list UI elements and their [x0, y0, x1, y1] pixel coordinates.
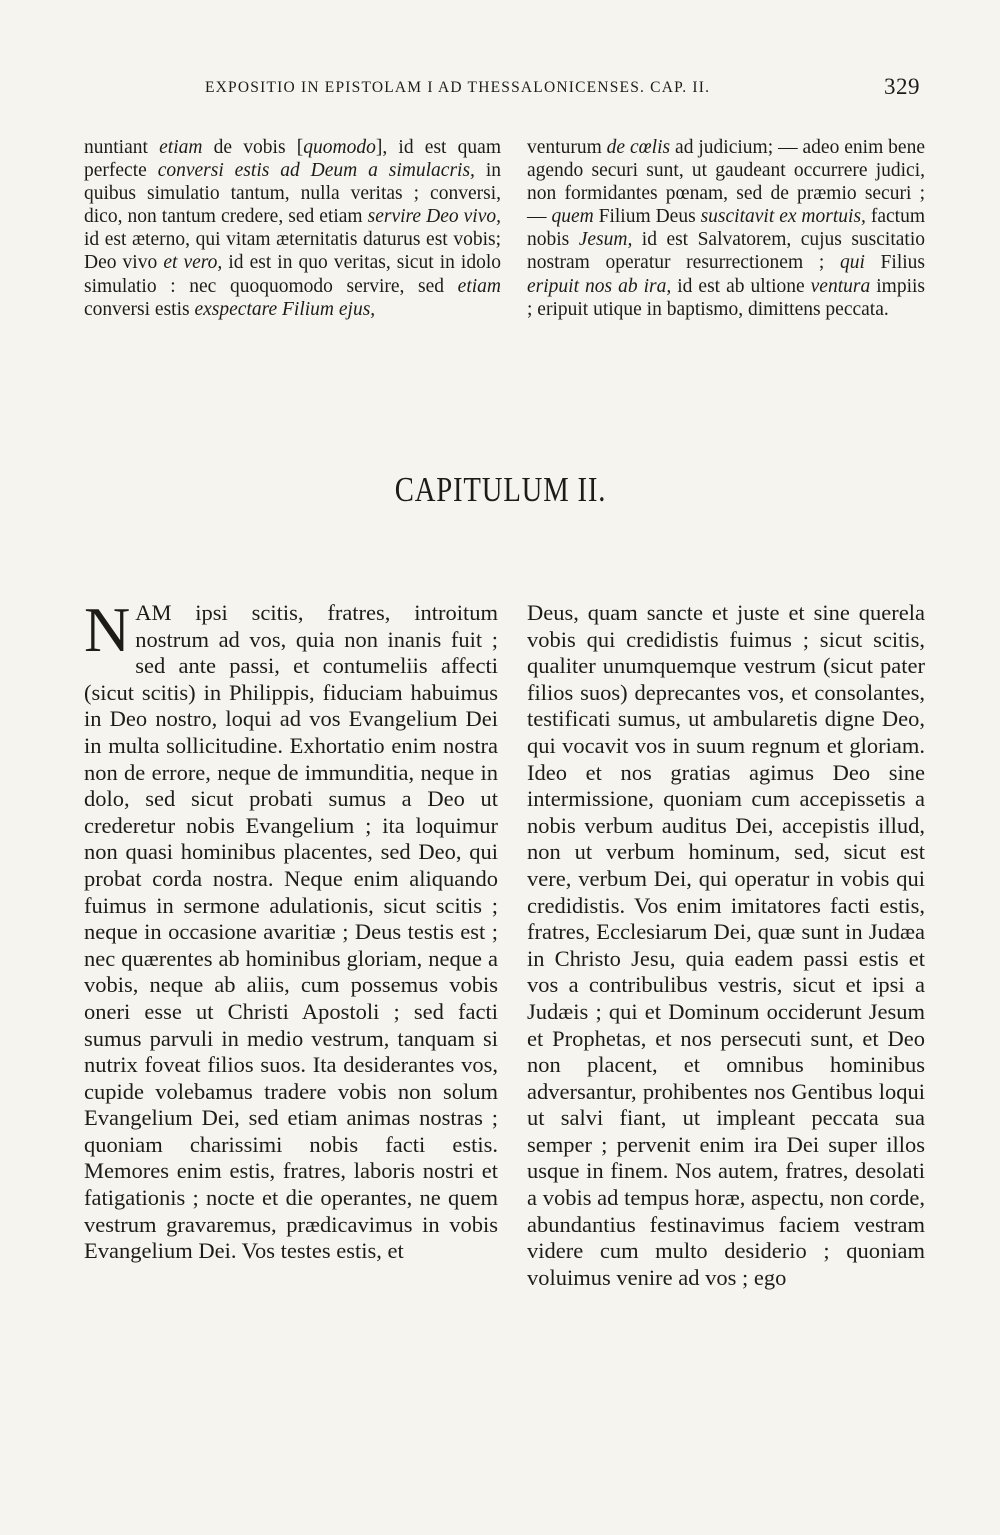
- italic-run: ventura: [810, 275, 871, 297]
- italic-run: exspectare Filium ejus,: [194, 298, 376, 320]
- italic-run: de cœlis: [606, 137, 671, 158]
- text-run: id est ab ultione: [671, 275, 811, 297]
- text-run: de vobis [: [202, 137, 304, 158]
- italic-run: eripuit nos ab ira,: [527, 275, 672, 297]
- text-run: Filius: [864, 252, 925, 274]
- italic-run: Jesum,: [578, 229, 633, 251]
- italic-run: suscitavit ex mortuis,: [700, 206, 866, 228]
- chapter-heading: CAPITULUM II.: [394, 470, 607, 509]
- text-run: impiis ; eripuit utique in baptismo, dimittens peccata.: [527, 275, 925, 320]
- commentary-paragraph-left: [84, 136, 501, 321]
- text-run: venturum: [527, 137, 607, 158]
- text-run: nuntiant: [84, 137, 160, 158]
- text-run: ], id est quam perfecte: [84, 137, 501, 182]
- text-run: in quibus simulatio tantum, nulla veritas ; conversi, dico, non tantum credere, sed etiam: [84, 160, 501, 228]
- commentary-paragraph-right: [527, 136, 925, 321]
- italic-run: etiam: [457, 275, 501, 297]
- text-run: id est in quo veritas, sicut in idolo simulatio : nec quoquomodo servire, sed: [84, 252, 502, 297]
- text-run: conversi estis: [84, 298, 195, 320]
- italic-run: etiam: [159, 137, 203, 158]
- italic-run: quomodo: [303, 137, 376, 158]
- italic-run: servire Deo vivo,: [367, 206, 502, 228]
- text-run: ad judicium; — adeo enim bene agendo securi sunt, ut gaudeant occurrere judici, non formidantes pœnam, sed de præmio securi ; —: [527, 137, 925, 228]
- commentary-column-right: [527, 136, 925, 321]
- text-run: factum nobis: [527, 206, 925, 251]
- italic-run: quem: [551, 206, 594, 228]
- commentary-column-left: [84, 136, 501, 321]
- italic-run: et vero,: [163, 252, 223, 274]
- text-run: id est æterno, qui vitam æternitatis daturus est vobis; Deo vivo: [84, 229, 501, 274]
- chapter-text-column-right: [527, 600, 925, 1291]
- running-head: EXPOSITIO IN EPISTOLAM I AD THESSALONICENSES. CAP. II.: [205, 79, 711, 96]
- drop-cap: N: [84, 594, 131, 665]
- chapter-text-column-left: [84, 594, 498, 1265]
- text-run: id est Salvatorem, cujus suscitatio nostram operatur resurrectionem ;: [527, 229, 925, 274]
- text-run: Filium Deus: [593, 206, 701, 228]
- italic-run: qui: [839, 252, 865, 274]
- italic-run: conversi estis ad Deum a simulacris,: [157, 160, 475, 182]
- chapter-paragraph-right: Deus, quam sancte et juste et sine querela vobis qui credidistis fuimus ; sicut scitis, qualiter unumquemque vestrum (sicut pater filios suos) deprecantes vos, et consolantes, testificati sumus, ut ambularetis digne Deo, qui vocavit vos in suum regnum et gloriam. Ideo et nos gratias agimus Deo sine intermissione, quoniam cum accepissetis a nobis verbum auditus Dei, accepistis illud, non ut verbum hominum, sed, sicut est vere, verbum Dei, qui operatur in vobis qui credidistis. Vos enim imitatores facti estis, fratres, Ecclesiarum Dei, quæ sunt in Judæa in Christo Jesu, quia eadem passi estis et vos a contribulibus vestris, sicut et ipsi a Judæis ; qui et Dominum occiderunt Jesum et Prophetas, et nos persecuti sunt, et Deo non placent, et omnibus hominibus adversantur, prohibentes nos Gentibus loqui ut salvi fiant, ut impleant peccata sua semper ; pervenit enim ira Dei super illos usque in finem. Nos autem, fratres, desolati a vobis ad tempus horæ, aspectu, non corde, abundantius festinavimus faciem vestram videre cum multo desiderio ; quoniam voluimus venire ad vos ; ego: [527, 600, 925, 1290]
- chapter-text-left: AM ipsi scitis, fratres, introitum nostrum ad vos, quia non inanis fuit ; sed ante passi, et contumeliis affecti (sicut scitis) in Philippis, fiduciam habuimus in Deo nostro, loqui ad vos Evangelium Dei in multa sollicitudine. Exhortatio enim nostra non de errore, neque de immunditia, neque in dolo, sed sicut probati sumus a Deo ut crederetur nobis Evangelium ; ita loquimur non quasi hominibus placentes, sed Deo, qui probat corda nostra. Neque enim aliquando fuimus in sermone adulationis, sicut scitis ; neque in occasione avaritiæ ; Deus testis est ; nec quærentes ab hominibus gloriam, neque a vobis, neque ab aliis, cum possemus vobis oneri esse ut Christi Apostoli ; sed facti sumus parvuli in medio vestrum, tanquam si nutrix foveat filios suos. Ita desiderantes vos, cupide volebamus tradere vobis non solum Evangelium Dei, sed etiam animas nostras ; quoniam charissimi nobis facti estis. Memores enim estis, fratres, laboris nostri et fatigationis ; nocte et die operantes, ne quem vestrum gravaremus, prædicavimus in vobis Evangelium Dei. Vos testes estis, et: [84, 600, 498, 1264]
- page-number: 329: [884, 74, 920, 99]
- chapter-paragraph-left: [84, 594, 498, 1265]
